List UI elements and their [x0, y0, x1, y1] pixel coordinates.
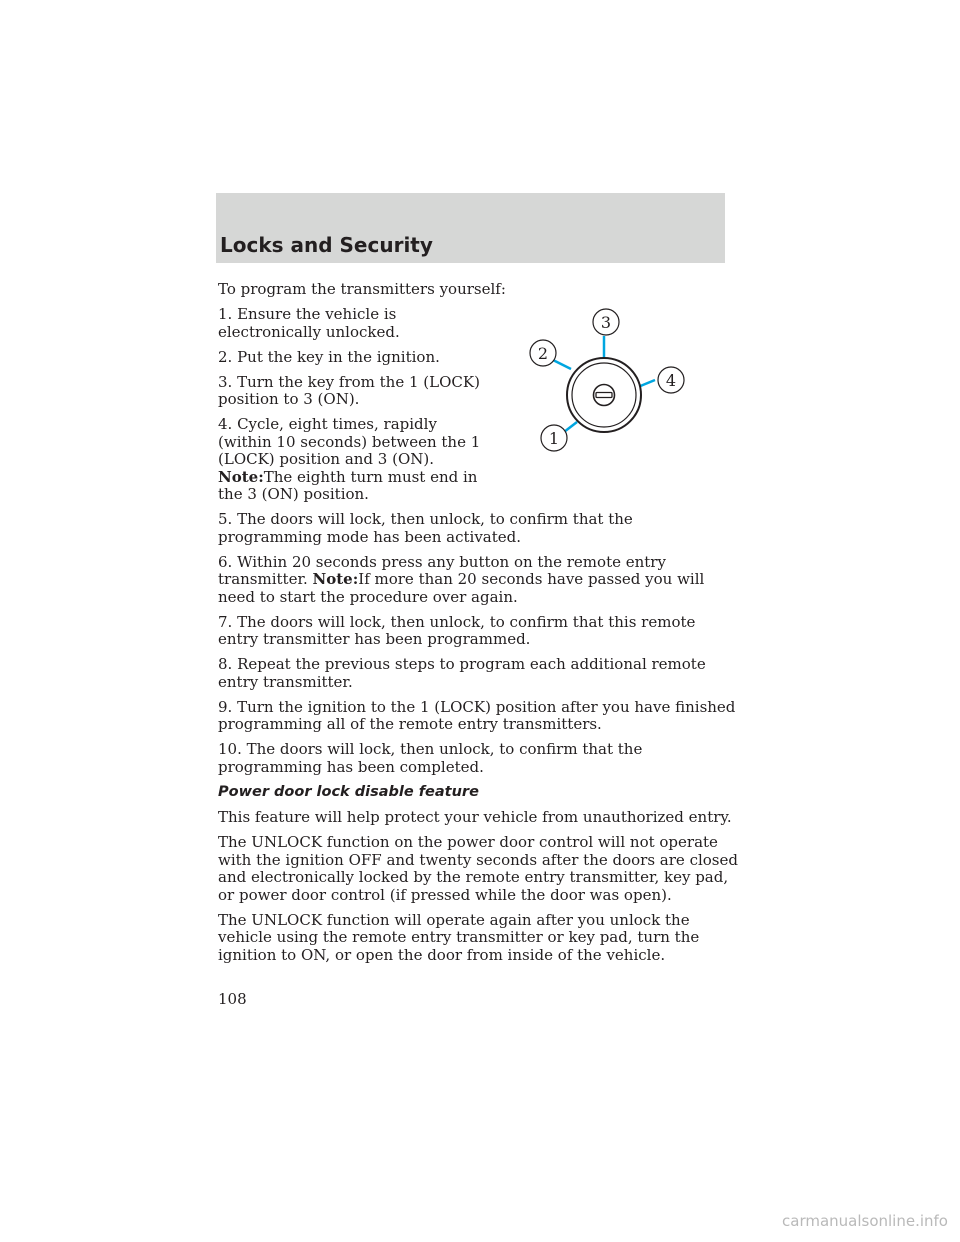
- step-4: [218, 416, 483, 504]
- disable-paragraph-2: The UNLOCK function on the power door control will not operate with the ignition OFF and twenty seconds after the doors are closed and electronically locked by the remote entry transmitter, key pad, or power door control (if pressed while the door was open).: [218, 833, 738, 904]
- watermark: carmanualsonline.info: [782, 1212, 948, 1230]
- position-2-label: 2: [537, 344, 549, 363]
- position-1-label: 1: [548, 429, 560, 448]
- step-6-text: 6. Within 20 seconds press any button on the remote entry transmitter.: [218, 552, 666, 588]
- step-4-note-label: Note:: [218, 467, 264, 486]
- position-1-line: [564, 422, 577, 432]
- disable-feature-heading: Power door lock disable feature: [218, 783, 479, 800]
- page-number: 108: [218, 990, 247, 1008]
- step-10: 10. The doors will lock, then unlock, to confirm that the programming has been completed.: [218, 740, 643, 776]
- intro-text: To program the transmitters yourself:: [218, 280, 506, 298]
- step-6: [218, 554, 738, 607]
- disable-paragraph-1: This feature will help protect your vehicle from unauthorized entry.: [218, 808, 732, 826]
- step-6-note-label: Note:: [312, 570, 359, 588]
- keyhole-slot-icon: [596, 393, 612, 398]
- step-2: 2. Put the key in the ignition.: [218, 347, 440, 366]
- step-8: 8. Repeat the previous steps to program each additional remote entry transmitter.: [218, 655, 706, 691]
- step-3: 3. Turn the key from the 1 (LOCK) position to 3 (ON).: [218, 372, 480, 408]
- step-4-note: The eighth turn must end in the 3 (ON) position.: [218, 467, 478, 503]
- step-9: 9. Turn the ignition to the 1 (LOCK) position after you have finished programming all of the remote entry transmitters.: [218, 697, 736, 733]
- step-5: 5. The doors will lock, then unlock, to confirm that the programming mode has been activated.: [218, 510, 633, 546]
- disable-paragraph-3: The UNLOCK function will operate again after you unlock the vehicle using the remote entry transmitter or key pad, turn the ignition to ON, or open the door from inside of the vehicle.: [218, 910, 700, 964]
- position-4-label: 4: [665, 371, 677, 390]
- ignition-position-diagram: [510, 300, 710, 470]
- step-7: 7. The doors will lock, then unlock, to confirm that this remote entry transmitter has been programmed.: [218, 612, 696, 648]
- step-4-text: 4. Cycle, eight times, rapidly (within 10 seconds) between the 1 (LOCK) position and 3 (ON).: [218, 415, 481, 468]
- section-title: Locks and Security: [220, 233, 433, 257]
- position-3-label: 3: [600, 313, 612, 332]
- step-1: 1. Ensure the vehicle is electronically unlocked.: [218, 305, 400, 341]
- step-6-note: If more than 20 seconds have passed you will need to start the procedure over again.: [218, 570, 705, 606]
